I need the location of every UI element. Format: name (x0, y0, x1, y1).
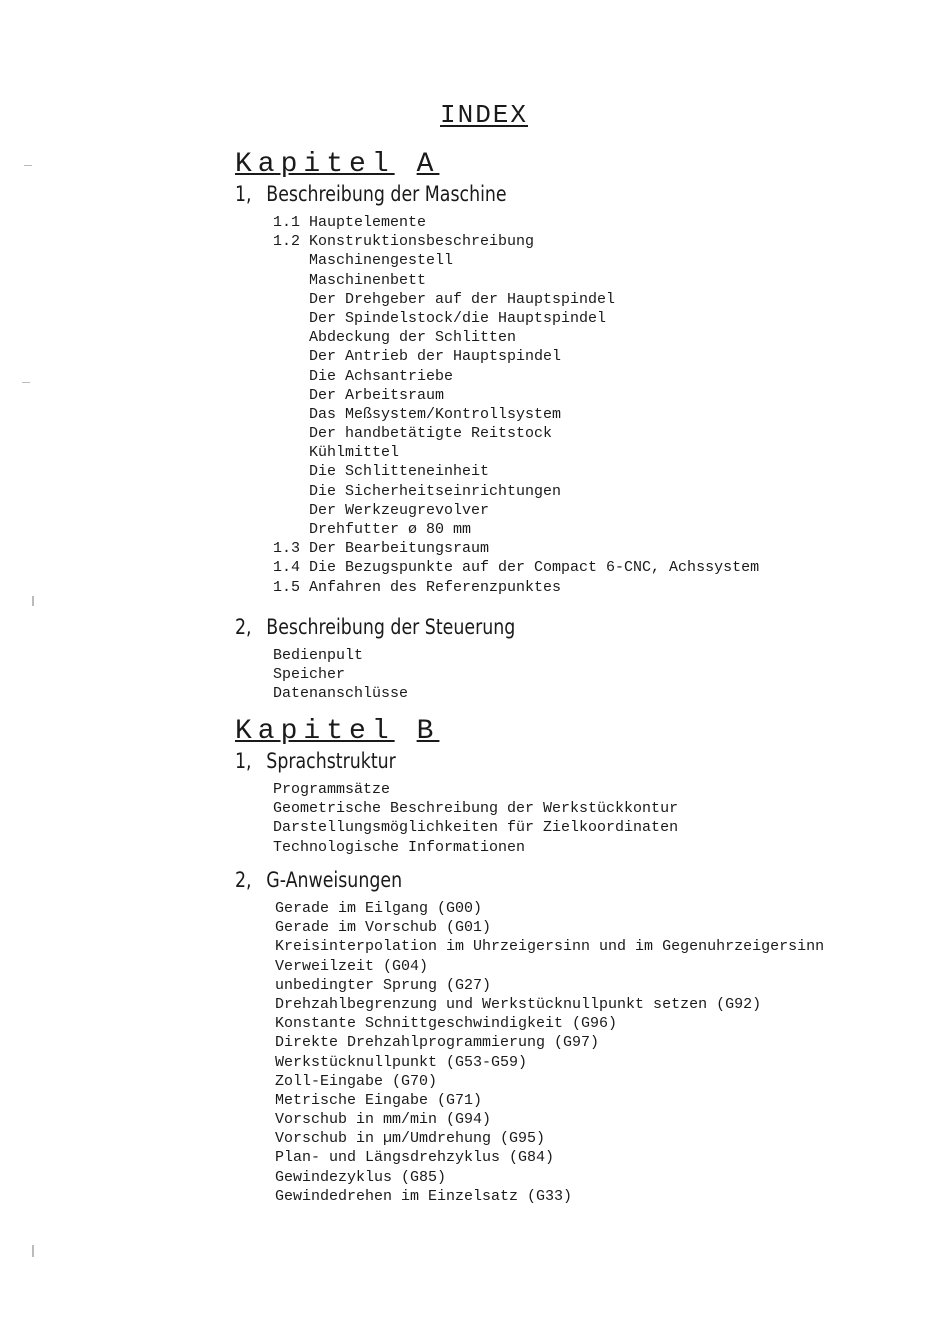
list-item: Maschinengestell (309, 252, 454, 270)
list-item: Direkte Drehzahlprogrammierung (G97) (275, 1034, 600, 1052)
list-item: 1.2 Konstruktionsbeschreibung (273, 233, 535, 251)
list-item: 1.3 Der Bearbeitungsraum (273, 540, 490, 558)
section-a2-number: 2, (235, 615, 252, 639)
list-item: Der Werkzeugrevolver (309, 501, 490, 519)
list-item: Konstante Schnittgeschwindigkeit (G96) (275, 1015, 618, 1033)
list-item: Drehfutter ø 80 mm (309, 521, 472, 538)
list-item: Die Sicherheitseinrichtungen (309, 482, 562, 500)
chapter-a-letter: A (416, 149, 440, 180)
list-item: Der handbetätigte Reitstock (309, 425, 553, 443)
list-item: Darstellungsmöglichkeiten für Zielkoordinaten (273, 819, 679, 837)
section-a1-list (273, 213, 759, 597)
list-item: Die Achsantriebe (309, 367, 454, 385)
list-item: Der Antrieb der Hauptspindel (309, 348, 562, 366)
chapter-b-label: Kapitel (235, 716, 395, 747)
list-item: Vorschub in µm/Umdrehung (G95) (275, 1130, 546, 1148)
list-item: Zoll-Eingabe (G70) (275, 1072, 438, 1090)
list-item: Der Drehgeber auf der Hauptspindel (309, 290, 616, 308)
list-item: Datenanschlüsse (273, 685, 409, 703)
list-item: Speicher (273, 666, 346, 684)
scan-mark (24, 165, 32, 166)
list-item: Der Spindelstock/die Hauptspindel (309, 309, 607, 327)
list-item: Abdeckung der Schlitten (309, 329, 517, 347)
list-item: Plan- und Längsdrehzyklus (G84) (275, 1149, 555, 1167)
list-item: 1.4 Die Bezugspunkte auf der Compact 6-CNC, Achssystem (273, 559, 760, 577)
list-item: Kreisinterpolation im Uhrzeigersinn und im Gegenuhrzeigersinn (275, 938, 825, 956)
list-item: Werkstücknullpunkt (G53-G59) (275, 1053, 528, 1071)
list-item: Vorschub in mm/min (G94) (275, 1111, 492, 1129)
section-a2-title: Beschreibung der Steuerung (266, 615, 516, 639)
list-item: Bedienpult (273, 647, 364, 664)
scan-mark (22, 382, 30, 383)
chapter-b-heading (235, 717, 439, 747)
section-a2-list (273, 646, 408, 704)
chapter-b-letter: B (416, 716, 440, 747)
section-b1-list (273, 780, 678, 857)
list-item: Das Meßsystem/Kontrollsystem (309, 405, 562, 423)
section-b1-heading (235, 748, 396, 774)
list-item: Gerade im Eilgang (G00) (275, 900, 483, 917)
section-b1-number: 1, (235, 749, 252, 773)
list-item: 1.5 Anfahren des Referenzpunktes (273, 578, 562, 596)
section-b1-title: Sprachstruktur (266, 749, 396, 773)
list-item: Programmsätze (273, 781, 391, 798)
list-item: Metrische Eingabe (G71) (275, 1091, 483, 1109)
index-title: INDEX (440, 100, 529, 130)
list-item: Der Arbeitsraum (309, 386, 445, 404)
section-b2-number: 2, (235, 868, 252, 892)
section-b2-list (275, 899, 824, 1206)
list-item: Technologische Informationen (273, 838, 526, 856)
list-item: Gewindedrehen im Einzelsatz (G33) (275, 1187, 573, 1205)
section-a1-title: Beschreibung der Maschine (266, 182, 507, 206)
section-a1-heading (235, 181, 507, 207)
list-item: Die Schlitteneinheit (309, 463, 490, 481)
list-item: Kühlmittel (309, 444, 400, 462)
list-item: Gewindezyklus (G85) (275, 1168, 447, 1186)
chapter-a-heading (235, 150, 439, 180)
list-item: 1.1 Hauptelemente (273, 214, 427, 231)
section-b2-title: G-Anweisungen (266, 868, 403, 892)
list-item: unbedingter Sprung (G27) (275, 976, 492, 994)
section-b2-heading (235, 867, 402, 893)
scan-mark (32, 1245, 34, 1257)
list-item: Verweilzeit (G04) (275, 957, 429, 975)
list-item: Maschinenbett (309, 271, 427, 289)
chapter-a-label: Kapitel (235, 149, 395, 180)
list-item: Geometrische Beschreibung der Werkstückkontur (273, 800, 679, 818)
section-a2-heading (235, 614, 515, 640)
list-item: Gerade im Vorschub (G01) (275, 919, 492, 937)
list-item: Drehzahlbegrenzung und Werkstücknullpunkt setzen (G92) (275, 995, 762, 1013)
scan-mark (32, 596, 34, 606)
section-a1-number: 1, (235, 182, 252, 206)
